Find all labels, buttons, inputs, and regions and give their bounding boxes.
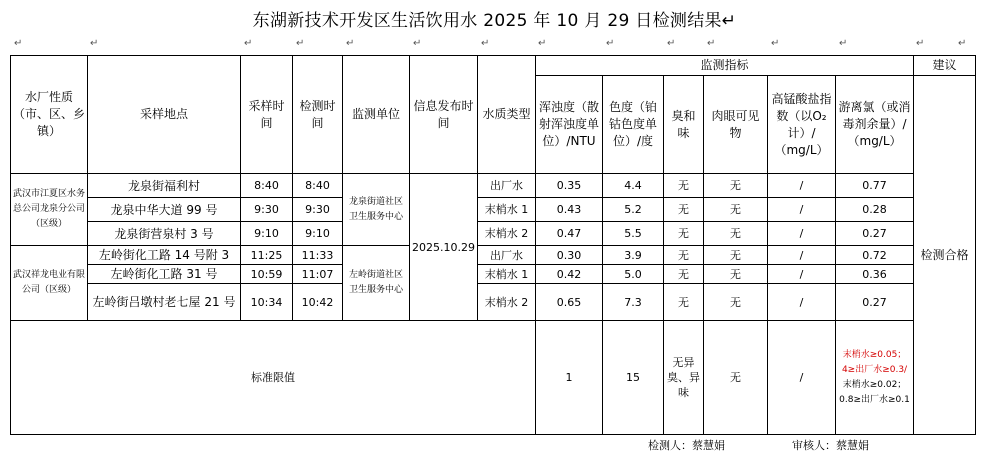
limit-chlorine-black: 末梢水≥0.02；0.8≥出厂水≥0.1 [839,379,910,405]
header-publish-time: 信息发布时间 [410,56,478,174]
limits-label: 标准限值 [11,321,536,435]
test-time: 10:42 [293,284,343,321]
water-type: 出厂水 [478,246,536,265]
chlorine-value: 0.36 [836,265,914,284]
visible-value: 无 [704,174,768,198]
visible-value: 无 [704,222,768,246]
permanganate-value: / [768,222,836,246]
visible-value: 无 [704,265,768,284]
permanganate-value: / [768,284,836,321]
plant-cell: 武汉市江夏区水务总公司龙泉分公司（区级） [11,174,88,246]
sample-time: 9:10 [241,222,293,246]
paragraph-mark: ↵ [244,38,253,49]
permanganate-value: / [768,265,836,284]
color-value: 7.3 [603,284,664,321]
paragraph-mark: ↵ [413,38,422,49]
unit-cell: 左岭街道社区卫生服务中心 [343,246,410,321]
unit-cell: 龙泉街道社区卫生服务中心 [343,174,410,246]
reviewer-label: 审核人：蔡慧娟 [792,439,869,452]
publish-date-cell: 2025.10.29 [410,174,478,321]
chlorine-value: 0.27 [836,222,914,246]
water-type: 末梢水 2 [478,222,536,246]
odor-value: 无 [664,222,704,246]
header-advice: 建议 [914,56,976,76]
chlorine-value: 0.72 [836,246,914,265]
paragraph-mark: ↵ [606,38,615,49]
paragraph-mark: ↵ [481,38,490,49]
paragraph-mark: ↵ [839,38,848,49]
visible-value: 无 [704,284,768,321]
water-type: 末梢水 2 [478,284,536,321]
paragraph-mark: ↵ [296,38,305,49]
odor-value: 无 [664,246,704,265]
plant-cell: 武汉祥龙电业有限公司（区级） [11,246,88,321]
paragraph-mark: ↵ [667,38,676,49]
sample-location: 左岭街化工路 14 号附 3 [88,246,241,265]
sample-location: 龙泉街营泉村 3 号 [88,222,241,246]
sample-location: 左岭街吕墩村老七屋 21 号 [88,284,241,321]
conclusion-cell: 检测合格 [914,76,976,435]
sample-time: 10:34 [241,284,293,321]
odor-value: 无 [664,265,704,284]
permanganate-value: / [768,198,836,222]
header-indicator-group: 监测指标 [536,56,914,76]
water-type: 末梢水 1 [478,265,536,284]
turbidity-value: 0.35 [536,174,603,198]
sample-time: 11:25 [241,246,293,265]
turbidity-value: 0.47 [536,222,603,246]
paragraph-mark: ↵ [538,38,547,49]
chlorine-value: 0.28 [836,198,914,222]
header-unit: 监测单位 [343,56,410,174]
test-time: 9:10 [293,222,343,246]
sample-location: 龙泉中华大道 99 号 [88,198,241,222]
limit-visible: 无 [704,321,768,435]
paragraph-marks-row [0,38,989,54]
water-type: 末梢水 1 [478,198,536,222]
color-value: 5.0 [603,265,664,284]
color-value: 3.9 [603,246,664,265]
water-type: 出厂水 [478,174,536,198]
visible-value: 无 [704,198,768,222]
color-value: 5.2 [603,198,664,222]
sample-location: 左岭街化工路 31 号 [88,265,241,284]
odor-value: 无 [664,198,704,222]
sample-time: 8:40 [241,174,293,198]
permanganate-value: / [768,246,836,265]
limit-chlorine [836,321,914,435]
header-color: 色度（铂钴色度单位）/度 [603,76,664,174]
header-chlorine: 游离氯（或消毒剂余量）/（mg/L） [836,76,914,174]
sample-time: 9:30 [241,198,293,222]
tester-label: 检测人：蔡慧娟 [648,439,725,452]
limit-odor: 无异臭、异味 [664,321,704,435]
limit-color: 15 [603,321,664,435]
header-visible: 肉眼可见物 [704,76,768,174]
header-sample-time: 采样时间 [241,56,293,174]
turbidity-value: 0.65 [536,284,603,321]
permanganate-value: / [768,174,836,198]
header-turbidity: 浑浊度（散射浑浊度单位）/NTU [536,76,603,174]
visible-value: 无 [704,246,768,265]
header-location: 采样地点 [88,56,241,174]
limit-permanganate: / [768,321,836,435]
sample-location: 龙泉街福利村 [88,174,241,198]
water-quality-table [10,55,976,435]
paragraph-mark: ↵ [90,38,99,49]
paragraph-mark: ↵ [346,38,355,49]
color-value: 5.5 [603,222,664,246]
paragraph-mark: ↵ [707,38,716,49]
header-odor: 臭和味 [664,76,704,174]
chlorine-value: 0.77 [836,174,914,198]
paragraph-mark: ↵ [14,38,23,49]
color-value: 4.4 [603,174,664,198]
turbidity-value: 0.42 [536,265,603,284]
header-test-time: 检测时间 [293,56,343,174]
page-title: 东湖新技术开发区生活饮用水 2025 年 10 月 29 日检测结果↵ [252,11,737,31]
limit-chlorine-red: 末梢水≥0.05；4≥出厂水≥0.3/ [841,349,908,375]
header-plant-type: 水厂性质（市、区、乡镇） [11,56,88,174]
test-time: 9:30 [293,198,343,222]
paragraph-mark: ↵ [958,38,967,49]
odor-value: 无 [664,284,704,321]
paragraph-mark: ↵ [916,38,925,49]
paragraph-mark: ↵ [771,38,780,49]
header-permanganate: 高锰酸盐指数（以O₂计）/（mg/L） [768,76,836,174]
header-water-type: 水质类型 [478,56,536,174]
test-time: 11:07 [293,265,343,284]
test-time: 8:40 [293,174,343,198]
sample-time: 10:59 [241,265,293,284]
limit-turbidity: 1 [536,321,603,435]
turbidity-value: 0.43 [536,198,603,222]
odor-value: 无 [664,174,704,198]
turbidity-value: 0.30 [536,246,603,265]
test-time: 11:33 [293,246,343,265]
chlorine-value: 0.27 [836,284,914,321]
